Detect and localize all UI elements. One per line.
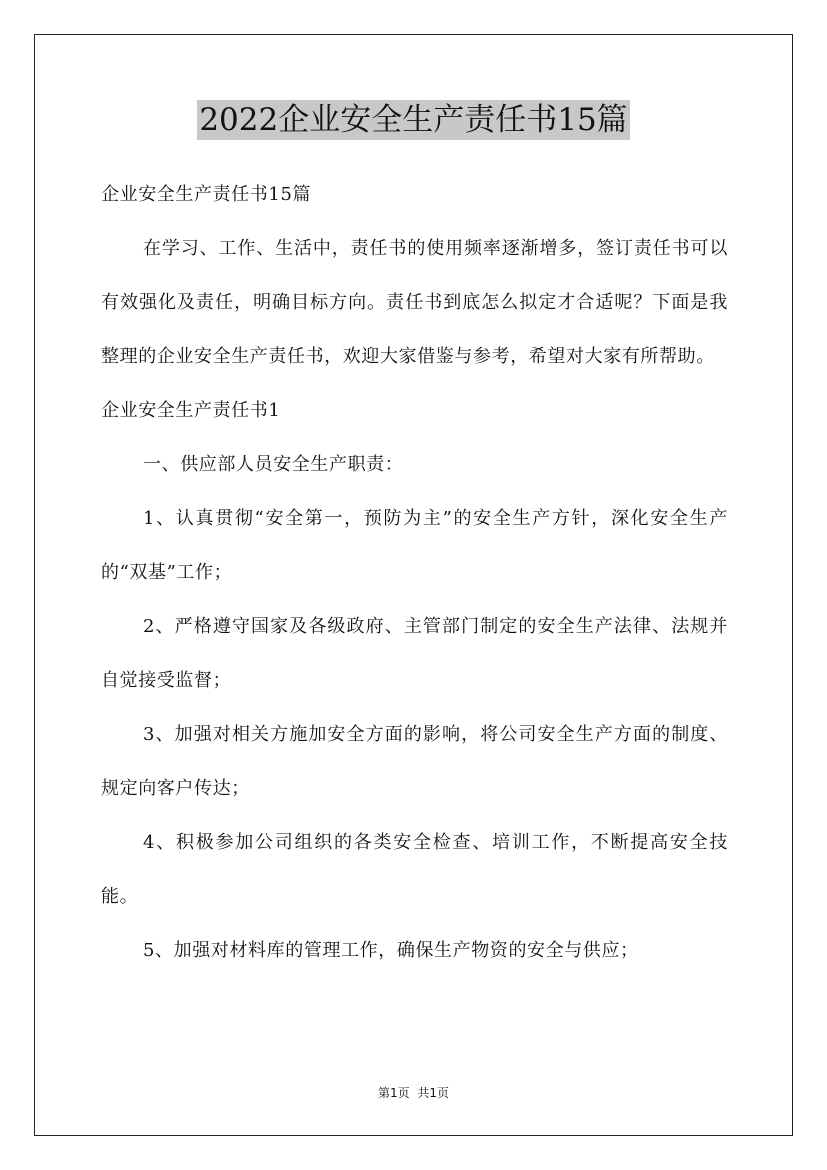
document-body xyxy=(101,168,728,978)
paragraph-item: 一、供应部人员安全生产职责： xyxy=(143,454,404,475)
document-title: 2022企业安全生产责任书15篇 xyxy=(199,102,628,138)
page-number-label: 第1页 xyxy=(378,1086,410,1100)
paragraph-item: 1、认真贯彻“安全第一，预防为主”的安全生产方针，深化安全生产的“双基”工作； xyxy=(101,508,728,583)
paragraph-item: 5、加强对材料库的管理工作，确保生产物资的安全与供应； xyxy=(143,940,639,961)
paragraph-subtitle: 企业安全生产责任书15篇 xyxy=(101,184,312,205)
paragraph-section-heading: 企业安全生产责任书1 xyxy=(101,400,281,421)
title-wrap xyxy=(0,100,827,140)
paragraph-intro: 在学习、工作、生活中，责任书的使用频率逐渐增多，签订责任书可以有效强化及责任，明确目标方向。责任书到底怎么拟定才合适呢？下面是我整理的企业安全生产责任书，欢迎大家借鉴与参考，希望对大家有所帮助。 xyxy=(101,238,728,367)
paragraph-item: 3、加强对相关方施加安全方面的影响，将公司安全生产方面的制度、规定向客户传达； xyxy=(101,724,728,799)
page-footer xyxy=(0,1084,827,1101)
page-total-label: 共1页 xyxy=(417,1086,449,1100)
paragraph-item: 4、积极参加公司组织的各类安全检查、培训工作，不断提高安全技能。 xyxy=(101,832,728,907)
paragraph-item: 2、严格遵守国家及各级政府、主管部门制定的安全生产法律、法规并自觉接受监督； xyxy=(101,616,728,691)
